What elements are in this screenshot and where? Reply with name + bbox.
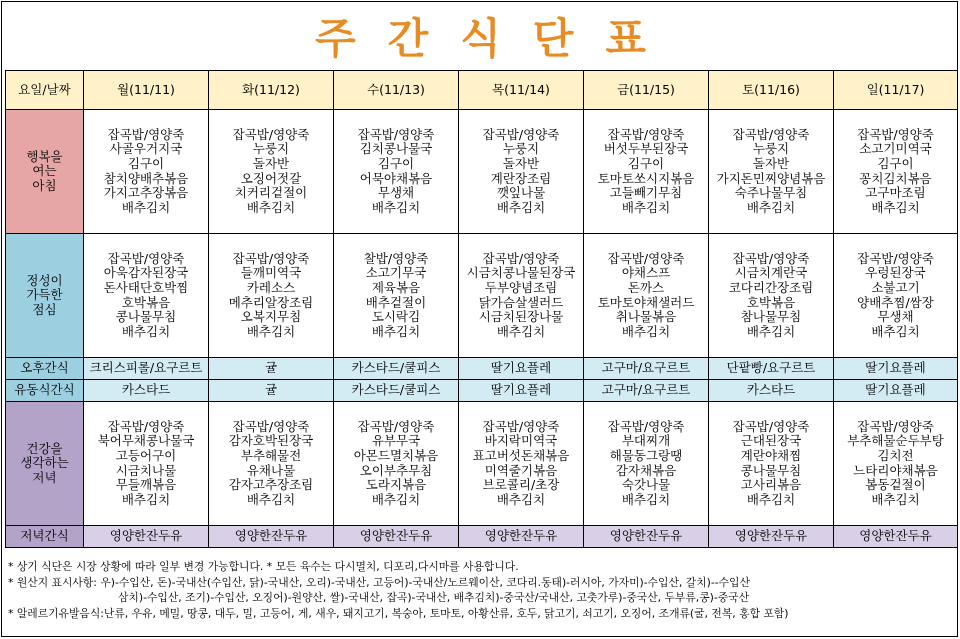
- menu-item: 잡곡밥/영양죽: [357, 126, 435, 142]
- dinner-snack-cell: 영양한잔두유: [334, 526, 459, 548]
- liquid-snack-label: 유동식간식: [6, 380, 84, 402]
- lunch-label: [6, 234, 84, 358]
- note-line: * 원산지 표시사항: 우)-수입산, 돈)-국내산(수입산, 닭)-국내산, 오리)-국내산, 고등어)-국내산/노르웨이산, 코다리.동태)-러시아, 가자미)-수입산, 갈치)--수입산: [8, 575, 750, 589]
- menu-item: 잡곡밥/영양죽: [607, 126, 685, 142]
- menu-item: 북어무채콩나물국: [97, 433, 195, 449]
- menu-item: 잡곡밥/영양죽: [857, 418, 934, 434]
- day-header: 월(11/11): [84, 71, 209, 110]
- menu-item: 돈사태단호박찜: [103, 279, 189, 295]
- menu-item: 잡곡밥/영양죽: [482, 126, 560, 142]
- menu-item: 유채나물: [246, 462, 296, 478]
- menu-item: 배추김치: [246, 491, 296, 507]
- menu-item: 표고버섯돈채볶음: [472, 447, 570, 463]
- menu-item: 바지락미역국: [484, 433, 558, 449]
- menu-item: 부추해물순두부탕: [847, 433, 944, 449]
- dinner-cell: [459, 402, 584, 526]
- menu-item: 고들빼기무침: [609, 185, 683, 201]
- lunch-cell: [584, 234, 709, 358]
- menu-item: 돌자반: [752, 155, 790, 171]
- meal-label-line: 가득한: [26, 287, 63, 303]
- menu-item: 잡곡밥/영양죽: [357, 418, 435, 434]
- menu-item: 김구이: [127, 155, 165, 171]
- breakfast-cell: [209, 110, 334, 234]
- breakfast-cell: [334, 110, 459, 234]
- menu-item: 배추김치: [121, 491, 171, 507]
- meal-label-line: 저녁: [32, 469, 57, 485]
- menu-item: 콩나물무침: [115, 309, 177, 325]
- menu-item: 근대된장국: [740, 433, 802, 449]
- liquid-snack-cell: 귤: [209, 380, 334, 402]
- meal-label-line: 정성이: [26, 272, 63, 288]
- menu-item: 브로콜리/초장: [482, 477, 560, 493]
- menu-item: 배추김치: [246, 323, 296, 339]
- dinner-cell: [584, 402, 709, 526]
- breakfast-cell: [84, 110, 209, 234]
- menu-item: 잡곡밥/영양죽: [232, 418, 310, 434]
- menu-item: 사골우거지국: [109, 141, 183, 157]
- dinner-cell: [709, 402, 834, 526]
- menu-item: 잡곡밥/영양죽: [107, 418, 185, 434]
- dinner-cell: [834, 402, 958, 526]
- afternoon-snack-label: 오후간식: [6, 358, 84, 380]
- menu-item: 김구이: [877, 155, 914, 171]
- menu-item: 토마토야채샐러드: [597, 294, 695, 310]
- breakfast-cell: [584, 110, 709, 234]
- dinner-snack-cell: 영양한잔두유: [459, 526, 584, 548]
- menu-item: 계란장조림: [490, 170, 552, 186]
- liquid-snack-cell: 카스타드: [709, 380, 834, 402]
- menu-item: 아몬드멸치볶음: [353, 447, 439, 463]
- menu-item: 잡곡밥/영양죽: [482, 250, 560, 266]
- day-header: 일(11/17): [834, 71, 958, 110]
- menu-item: 배추김치: [121, 323, 171, 339]
- menu-item: 잡곡밥/영양죽: [732, 250, 810, 266]
- menu-item: 오복지무침: [240, 309, 302, 325]
- dinner-snack-cell: 영양한잔두유: [709, 526, 834, 548]
- menu-item: 아욱감자된장국: [103, 265, 189, 281]
- menu-item: 고구마조림: [865, 185, 926, 201]
- day-header: 수(11/13): [334, 71, 459, 110]
- menu-item: 배추김치: [371, 199, 421, 215]
- menu-item: 들깨미역국: [240, 265, 302, 281]
- menu-item: 코다리간장조림: [728, 279, 814, 295]
- menu-item: 잡곡밥/영양죽: [107, 250, 185, 266]
- liquid-snack-cell: 카스타드: [84, 380, 209, 402]
- menu-item: 배추겉절이: [365, 294, 427, 310]
- menu-item: 배추김치: [371, 323, 421, 339]
- menu-item: 배추김치: [871, 491, 920, 507]
- menu-item: 무들깨볶음: [115, 477, 177, 493]
- meal-label-line: 여는: [32, 163, 57, 179]
- menu-item: 누룽지: [252, 141, 290, 157]
- menu-item: 잡곡밥/영양죽: [607, 418, 685, 434]
- menu-item: 잡곡밥/영양죽: [732, 418, 810, 434]
- menu-item: 돌자반: [502, 155, 540, 171]
- menu-item: 유부무국: [371, 433, 421, 449]
- menu-item: 오이부추무침: [359, 462, 433, 478]
- dinner-snack-cell: 영양한잔두유: [84, 526, 209, 548]
- menu-item: 잡곡밥/영양죽: [857, 250, 934, 266]
- page-title-text: 주간식단표: [315, 14, 678, 63]
- menu-item: 김구이: [627, 155, 665, 171]
- menu-item: 어묵야채볶음: [359, 170, 433, 186]
- menu-item: 가지고추장볶음: [103, 185, 189, 201]
- liquid-snack-cell: 카스타드/쿨피스: [334, 380, 459, 402]
- menu-item: 메추리알장조림: [228, 294, 314, 310]
- menu-item: 배추김치: [496, 323, 546, 339]
- menu-item: 깻잎나물: [496, 185, 546, 201]
- afternoon-snack-cell: 단팥빵/요구르트: [709, 358, 834, 380]
- menu-item: 숙갓나물: [621, 477, 671, 493]
- meal-label-line: 점심: [32, 301, 57, 317]
- menu-item: 토마토쏘시지볶음: [597, 170, 695, 186]
- menu-item: 무생채: [877, 309, 914, 325]
- menu-item: 도시락김: [371, 309, 421, 325]
- menu-item: 배추김치: [871, 323, 920, 339]
- header-corner: 요일/날짜: [6, 71, 84, 110]
- meal-label-line: 아침: [32, 177, 57, 193]
- menu-item: 잡곡밥/영양죽: [607, 250, 685, 266]
- menu-item: 배추김치: [621, 491, 671, 507]
- menu-item: 잡곡밥/영양죽: [107, 126, 185, 142]
- dinner-snack-cell: 영양한잔두유: [834, 526, 958, 548]
- meal-label-line: 생각하는: [20, 455, 69, 471]
- menu-item: 잡곡밥/영양죽: [482, 418, 560, 434]
- menu-item: 시금치콩나물된장국: [466, 265, 576, 281]
- menu-item: 무생채: [377, 185, 415, 201]
- day-header: 금(11/15): [584, 71, 709, 110]
- menu-item: 돈까스: [627, 279, 665, 295]
- day-header: 토(11/16): [709, 71, 834, 110]
- liquid-snack-cell: 딸기요플레: [459, 380, 584, 402]
- note-line: * 알레르기유발음식:난류, 우유, 메밀, 땅콩, 대두, 밀, 고등어, 게, 새우, 돼지고기, 복숭아, 토마토, 아황산류, 호두, 닭고기, 쇠고기, 오징어, 조개류(굴, 전복, 홍합 포함): [8, 606, 789, 620]
- menu-item: 배추김치: [746, 199, 796, 215]
- note-line: 삼치)-수입산, 조기)-수입산, 오징어)-원양산, 쌀)-국내산, 잡곡)-국내산, 배추김치)-중국산/국내산, 고춧가루)-중국산, 두부류,콩)-중국산: [118, 591, 750, 604]
- menu-item: 배추김치: [496, 491, 546, 507]
- day-header: 목(11/14): [459, 71, 584, 110]
- menu-item: 부대찌개: [621, 433, 671, 449]
- menu-item: 배추김치: [871, 199, 920, 215]
- menu-item: 참치양배추볶음: [103, 170, 189, 186]
- menu-item: 우렁된장국: [865, 265, 926, 281]
- dinner-cell: [209, 402, 334, 526]
- menu-item: 배추김치: [746, 491, 796, 507]
- menu-item: 감자호박된장국: [228, 433, 314, 449]
- menu-item: 김구이: [377, 155, 415, 171]
- breakfast-cell: [459, 110, 584, 234]
- menu-item: 부추해물전: [240, 447, 302, 463]
- afternoon-snack-cell: 딸기요플레: [834, 358, 958, 380]
- menu-item: 가지돈민찌양념볶음: [716, 170, 826, 186]
- afternoon-snack-cell: 카스타드/쿨피스: [334, 358, 459, 380]
- breakfast-label: [6, 110, 84, 234]
- afternoon-snack-cell: 딸기요플레: [459, 358, 584, 380]
- menu-item: 시금치나물: [115, 462, 177, 478]
- menu-item: 배추김치: [496, 199, 546, 215]
- menu-item: 잡곡밥/영양죽: [732, 126, 810, 142]
- liquid-snack-cell: 딸기요플레: [834, 380, 958, 402]
- menu-item: 제육볶음: [371, 279, 421, 295]
- note-line: * 상기 식단은 시장 상황에 따라 일부 변경 가능합니다. * 모든 육수는 다시멸치, 디포리,다시마를 사용합니다.: [8, 560, 519, 573]
- menu-item: 감자고추장조림: [228, 477, 314, 493]
- menu-item: 두부양념조림: [484, 279, 558, 295]
- page-title: [2, 2, 959, 70]
- menu-item: 배추김치: [371, 491, 421, 507]
- menu-item: 야채스프: [621, 265, 671, 281]
- menu-item: 잡곡밥/영양죽: [232, 126, 310, 142]
- menu-item: 배추김치: [246, 199, 296, 215]
- menu-item: 느타리야채볶음: [853, 462, 938, 478]
- afternoon-snack-cell: 크리스피롤/요구르트: [84, 358, 209, 380]
- day-header: 화(11/12): [209, 71, 334, 110]
- menu-item: 해물동그랑땡: [609, 447, 683, 463]
- menu-item: 시금치된장나물: [478, 309, 564, 325]
- menu-item: 취나물볶음: [615, 309, 677, 325]
- menu-item: 배추김치: [621, 199, 671, 215]
- menu-item: 찰밥/영양죽: [363, 250, 429, 266]
- menu-item: 시금치계란국: [734, 265, 808, 281]
- menu-item: 감자채볶음: [615, 462, 677, 478]
- footnotes: [8, 559, 954, 621]
- lunch-cell: [334, 234, 459, 358]
- menu-item: 누룽지: [502, 141, 540, 157]
- dinner-label: [6, 402, 84, 526]
- dinner-cell: [334, 402, 459, 526]
- menu-item: 소고기무국: [365, 265, 427, 281]
- menu-item: 돌자반: [252, 155, 290, 171]
- menu-item: 호박볶음: [121, 294, 171, 310]
- menu-item: 잡곡밥/영양죽: [232, 250, 310, 266]
- menu-item: 닭가슴살샐러드: [478, 294, 564, 310]
- menu-item: 카레소스: [246, 279, 296, 295]
- menu-item: 배추김치: [746, 323, 796, 339]
- menu-item: 봄동겉절이: [865, 477, 926, 493]
- lunch-cell: [834, 234, 958, 358]
- menu-item: 고사리볶음: [740, 477, 802, 493]
- menu-item: 소고기미역국: [859, 141, 932, 157]
- breakfast-cell: [834, 110, 958, 234]
- menu-item: 호박볶음: [746, 294, 796, 310]
- menu-item: 김치전: [877, 447, 914, 463]
- meal-label-line: 건강을: [26, 440, 63, 456]
- menu-item: 배추김치: [121, 199, 171, 215]
- menu-item: 잡곡밥/영양죽: [857, 126, 934, 142]
- menu-item: 도라지볶음: [365, 477, 427, 493]
- menu-item: 누룽지: [752, 141, 790, 157]
- menu-sheet: [1, 1, 958, 637]
- dinner-cell: [84, 402, 209, 526]
- liquid-snack-cell: 고구마/요구르트: [584, 380, 709, 402]
- menu-item: 버섯두부된장국: [603, 141, 689, 157]
- menu-item: 숙주나물무침: [734, 185, 808, 201]
- menu-item: 배추김치: [621, 323, 671, 339]
- menu-item: 소불고기: [871, 279, 920, 295]
- menu-item: 치커리겉절이: [234, 185, 308, 201]
- afternoon-snack-cell: 고구마/요구르트: [584, 358, 709, 380]
- dinner-snack-cell: 영양한잔두유: [209, 526, 334, 548]
- lunch-cell: [459, 234, 584, 358]
- weekly-menu-table: [5, 70, 958, 548]
- breakfast-cell: [709, 110, 834, 234]
- menu-item: 참나물무침: [740, 309, 802, 325]
- menu-item: 양배추찜/쌈장: [857, 294, 934, 310]
- lunch-cell: [709, 234, 834, 358]
- menu-item: 콩나물무침: [740, 462, 802, 478]
- meal-label-line: 행복을: [26, 148, 63, 164]
- menu-item: 계란야채찜: [740, 447, 802, 463]
- menu-item: 미역줄기볶음: [484, 462, 558, 478]
- dinner-snack-label: 저녁간식: [6, 526, 84, 548]
- afternoon-snack-cell: 귤: [209, 358, 334, 380]
- lunch-cell: [209, 234, 334, 358]
- menu-item: 오징어젓갈: [240, 170, 302, 186]
- dinner-snack-cell: 영양한잔두유: [584, 526, 709, 548]
- menu-item: 고등어구이: [115, 447, 177, 463]
- menu-item: 꽁치김치볶음: [859, 170, 932, 186]
- lunch-cell: [84, 234, 209, 358]
- menu-item: 김치콩나물국: [359, 141, 433, 157]
